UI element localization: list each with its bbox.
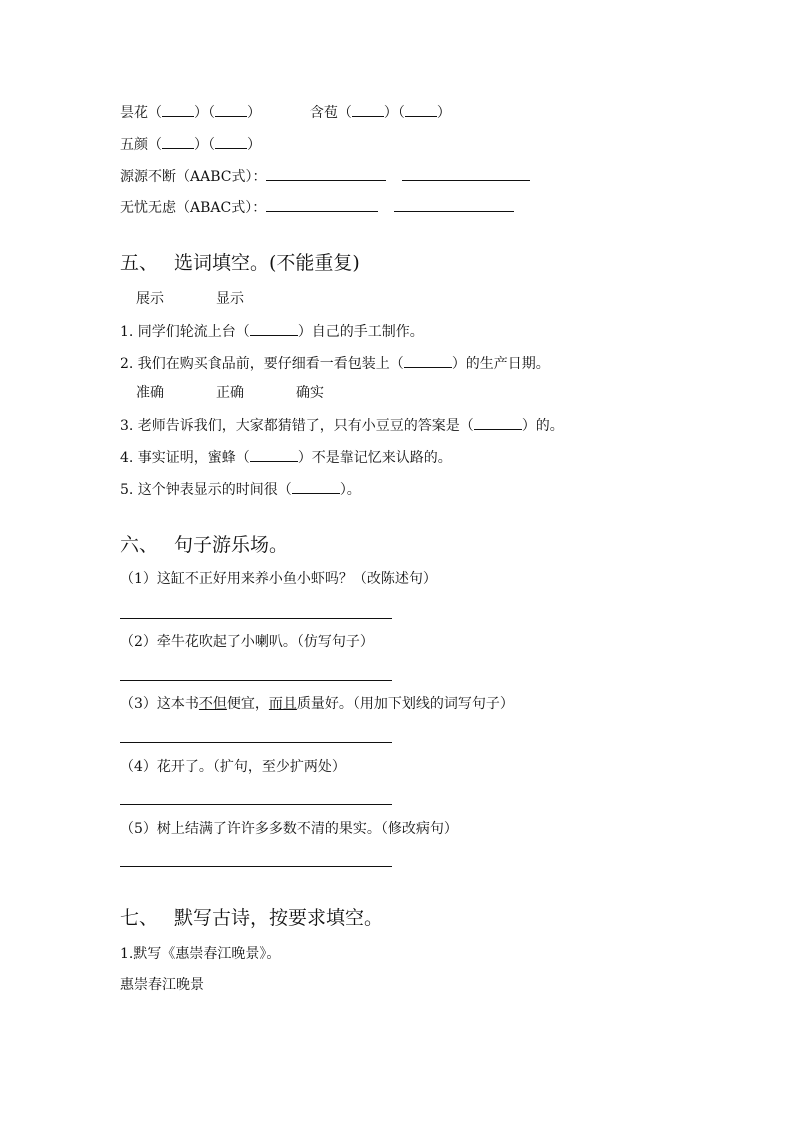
word-bank-1	[136, 289, 244, 309]
underlined-word: 不但	[198, 696, 227, 712]
bank-word: 确实	[296, 385, 324, 401]
answer-line[interactable]	[120, 804, 392, 805]
blank[interactable]	[394, 196, 514, 212]
question-6-2: （2）牵牛花吹起了小喇叭。（仿写句子）	[120, 634, 374, 650]
label-abac: 无忧无虑（ABAC式）：	[120, 200, 267, 216]
question-5-2: 2. 我们在购买食品前，要仔细看一看包装上（ ）的生产日期。	[120, 352, 550, 374]
blank[interactable]	[292, 478, 340, 494]
question-6-1: （1）这缸不正好用来养小鱼小虾吗？（改陈述句）	[120, 571, 437, 587]
question-5-5: 5. 这个钟表显示的时间很（ ）。	[120, 478, 361, 500]
blank[interactable]	[266, 165, 386, 181]
blank[interactable]	[250, 320, 298, 336]
bank-word: 准确	[136, 385, 164, 401]
section-7-title: 默写古诗，按要求填空。	[174, 907, 384, 929]
bank-word: 正确	[216, 385, 244, 401]
word-bank-2	[136, 383, 324, 403]
section-7-heading: 七、 默写古诗，按要求填空。	[120, 907, 384, 929]
question-5-3: 3. 老师告诉我们，大家都猜错了，只有小豆豆的答案是（ ）的。	[120, 414, 564, 436]
word-row-1: 昙花（ ）（ ） 含苞（ ）（ ）	[120, 101, 451, 123]
blank[interactable]	[215, 101, 247, 117]
answer-line[interactable]	[120, 742, 392, 743]
blank[interactable]	[402, 165, 530, 181]
blank[interactable]	[405, 101, 437, 117]
blank[interactable]	[266, 196, 378, 212]
bank-word: 显示	[216, 291, 244, 307]
question-7-1: 1.默写《惠崇春江晚景》。	[120, 946, 281, 962]
word-row-2: 五颜（ ）（ ）	[120, 133, 261, 155]
section-5-heading: 五、 选词填空。(不能重复)	[120, 252, 360, 274]
blank[interactable]	[215, 133, 247, 149]
word-wuyan: 五颜	[120, 137, 148, 153]
answer-line[interactable]	[120, 866, 392, 867]
section-6-title: 句子游乐场。	[174, 534, 289, 556]
word-tanhua: 昙花	[120, 105, 148, 121]
word-row-3	[120, 165, 530, 187]
section-6-heading: 六、 句子游乐场。	[120, 534, 289, 556]
underlined-word: 而且	[268, 696, 297, 712]
question-6-3: （3）这本书不但便宜，而且质量好。（用加下划线的词写句子）	[120, 696, 514, 712]
bank-word: 展示	[136, 291, 164, 307]
blank[interactable]	[162, 133, 194, 149]
poem-title: 惠崇春江晚景	[120, 977, 204, 993]
answer-line[interactable]	[120, 680, 392, 681]
blank[interactable]	[404, 352, 452, 368]
question-6-4: （4）花开了。（扩句，至少扩两处）	[120, 759, 346, 775]
blank[interactable]	[250, 446, 298, 462]
question-5-1: 1. 同学们轮流上台（ ）自己的手工制作。	[120, 320, 424, 342]
section-5-title: 选词填空。(不能重复)	[174, 252, 360, 274]
blank[interactable]	[352, 101, 384, 117]
label-aabc: 源源不断（AABC式）：	[120, 169, 267, 185]
question-5-4: 4. 事实证明，蜜蜂（ ）不是靠记忆来认路的。	[120, 446, 452, 468]
word-hanbao: 含苞	[309, 105, 338, 121]
answer-line[interactable]	[120, 618, 392, 619]
blank[interactable]	[162, 101, 194, 117]
question-6-5: （5）树上结满了许许多多数不清的果实。（修改病句）	[120, 821, 458, 837]
blank[interactable]	[474, 414, 522, 430]
word-row-4	[120, 196, 514, 218]
